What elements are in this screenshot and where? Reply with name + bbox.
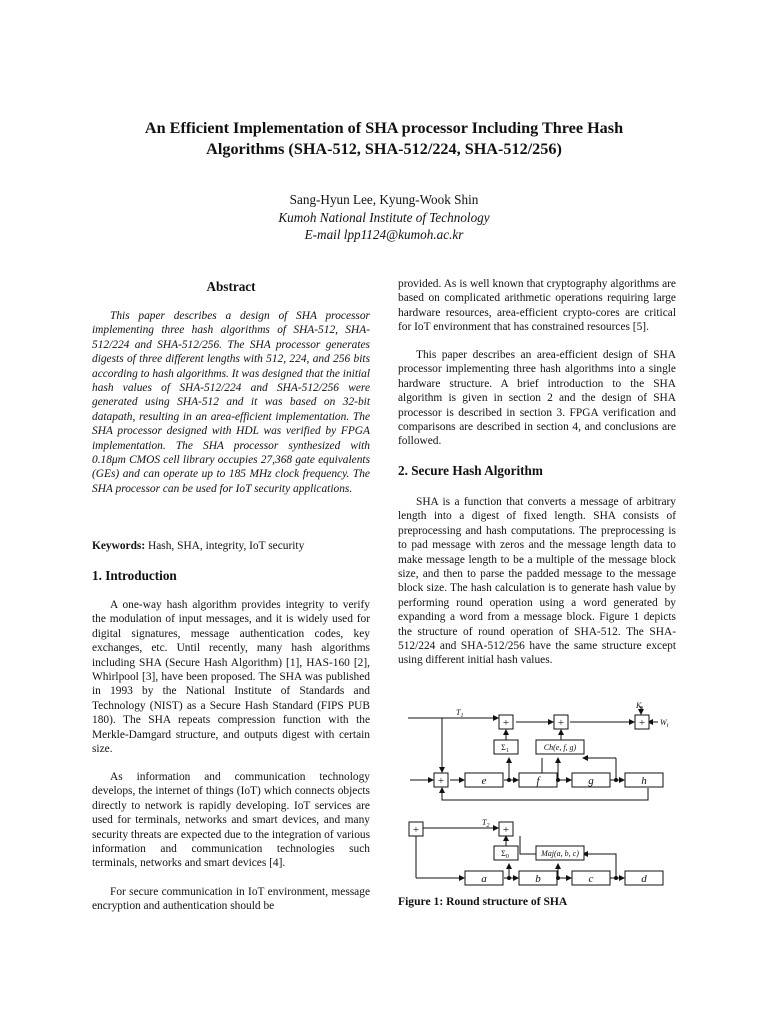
sigma0-label: $\Sigma_0$ bbox=[501, 849, 509, 860]
section-2-paragraph-1: SHA is a function that converts a message of arbitrary length into a digest of fixed length. SHA consists of preprocessing and hash computations. The preprocessing is to pad message with zeros and the message length data to make message length to be a multiple of the message block size, and then to parse the padded message to the message block size. The hash calculation is to generate hash value by performing round operation using a word generated by expanding a word from a message block. Figure 1 depicts the structure of round operation of SHA-512. The SHA-512/224 and SHA-512/256 have the same structure except using different initial hash values. bbox=[398, 496, 676, 667]
author-names: Sang-Hyun Lee, Kyung-Wook Shin bbox=[289, 192, 479, 207]
junction-f bbox=[556, 778, 560, 782]
author-affiliation: Kumoh National Institute of Technology bbox=[278, 209, 490, 225]
maj-label: Maj(a, b, c) bbox=[541, 849, 579, 858]
intro-paragraph-3-continued: provided. As is well known that cryptography algorithms are based on complicated arithmetic operations requiring large hardware resources, area-efficient crypto-cores are critical for IoT environment that has constrained resources [5]. bbox=[398, 278, 676, 334]
adder-t2-symbol: + bbox=[502, 824, 510, 836]
adder-1-symbol: + bbox=[502, 717, 510, 729]
register-b-label: b bbox=[535, 873, 541, 885]
intro-paragraph-2: As information and communication technology develops, the internet of things (IoT) which connects objects directly to network is rapidly developing. IoT services are used for terminals, networks and smart devices, and many security threats are expected due to the integration of various information and communication technologies such terminals, networks and smart devices [4]. bbox=[92, 771, 371, 870]
wt-label: $W_t$ bbox=[660, 718, 669, 729]
keywords-text: Hash, SHA, integrity, IoT security bbox=[145, 540, 305, 552]
round-structure-diagram bbox=[398, 702, 688, 892]
paper-title bbox=[80, 118, 688, 159]
section-2-heading: 2. Secure Hash Algorithm bbox=[398, 463, 543, 478]
abstract-heading: Abstract bbox=[206, 279, 256, 294]
intro-paragraph-4: This paper describes an area-efficient design of SHA processor implementing three hash algorithms into a single hardware structure. A brief introduction to the SHA algorithm is given in section 2 and the design of SHA processor is described in section 3. FPGA verification and comparisons are described in section 4, and conclusions are followed. bbox=[398, 349, 676, 448]
t2-label: $T_2$ bbox=[482, 818, 490, 829]
kt-label: $K_t$ bbox=[636, 702, 644, 712]
junction-b bbox=[556, 876, 560, 880]
keywords bbox=[92, 539, 370, 553]
adder-2-symbol: + bbox=[557, 717, 565, 729]
h-feedback-line bbox=[442, 788, 648, 800]
register-d-label: d bbox=[641, 873, 647, 885]
keywords-label: Keywords: bbox=[92, 540, 146, 552]
title-line-1: An Efficient Implementation of SHA processor Including Three Hash bbox=[144, 119, 624, 137]
intro-paragraph-1: A one-way hash algorithm provides integrity to verify the modulation of input messages, and it is widely used for digital signatures, message authentication codes, key exchanges, etc. Until recently, many hash algorithms including SHA (Secure Hash Algorithm) [1], HAS-160 [2], Whirlpool [3], have been proposed. The SHA was published in 1993 by the National Institute of Standards and Technology (NIST) as a Secure Hash Standard (FIPS PUB 180). The SHA repeats compression function with the Merkle-Damgard structure, and outputs digest with certain size. bbox=[92, 599, 370, 756]
t1-label: $T_1$ bbox=[456, 708, 464, 719]
adder-e-symbol: + bbox=[437, 775, 445, 787]
maj-to-adder-line bbox=[520, 836, 536, 854]
intro-paragraph-3: For secure communication in IoT environment, message encryption and authentication should be bbox=[92, 886, 370, 913]
title-line-2: Algorithms (SHA-512, SHA-512/224, SHA-512/256) bbox=[206, 139, 562, 158]
adder-a-left-symbol: + bbox=[412, 824, 420, 836]
junction-c bbox=[614, 876, 618, 880]
register-g-label: g bbox=[588, 775, 594, 787]
register-f-label: f bbox=[536, 775, 540, 787]
ch-label: Ch(e, f, g) bbox=[543, 743, 577, 752]
section-1-heading: 1. Introduction bbox=[92, 568, 177, 583]
junction-e bbox=[507, 778, 511, 782]
adder-3-symbol: + bbox=[638, 717, 646, 729]
register-h-label: h bbox=[641, 775, 647, 787]
abstract-text: This paper describes a design of SHA processor implementing three hash algorithms of SHA-512, SHA-512/224 and SHA-512/256. The SHA processor generates digests of three different lengths with 512, 224, and 256 bits according to hash algorithms. It was designed that the initial hash values of SHA-512/224 and SHA-512/256 were generated using SHA-512 and it was based on 32-bit datapath, resulting in an area-efficient implementation. The SHA processor designed with HDL was verified by FPGA implementation. The SHA processor synthesized with 0.18μm CMOS cell library occupies 27,368 gate equivalents (GEs) and can operate up to 185 MHz clock frequency. The SHA processor can be used for IoT security applications. bbox=[92, 310, 371, 495]
register-c-label: c bbox=[588, 873, 594, 885]
author-block bbox=[100, 191, 668, 244]
sigma1-label: $\Sigma_1$ bbox=[501, 743, 509, 754]
junction-g bbox=[614, 778, 618, 782]
author-email: E-mail lpp1124@kumoh.ac.kr bbox=[304, 227, 464, 242]
figure-round-structure bbox=[398, 702, 688, 892]
register-e-label: e bbox=[481, 775, 487, 787]
figure-caption: Figure 1: Round structure of SHA bbox=[398, 895, 568, 908]
junction-a bbox=[507, 876, 511, 880]
register-a-label: a bbox=[481, 873, 487, 885]
